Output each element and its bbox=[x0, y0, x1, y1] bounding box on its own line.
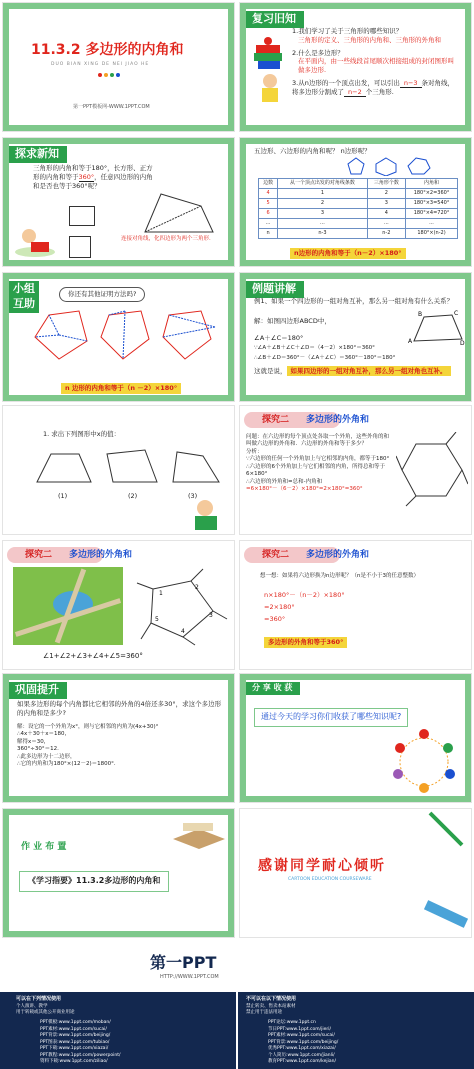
link[interactable]: PPT下载:www.1ppt.com/xiazai/ bbox=[40, 1046, 109, 1052]
square-shape bbox=[69, 236, 91, 258]
slide-12[interactable] bbox=[239, 673, 472, 803]
links-list bbox=[268, 1020, 338, 1066]
explanation: 问题：在六边形的每个顶点处各取一个外角，这些外角的和叫做六边形的外角和．六边形的外角和等于多少？ 分析： ∵六边形的任何一个外角加上与它相邻的内角，都等于180° ∴六边形的6个外角加上与它们相邻的内角，所得总和等于6×180° ∴六边形的外角和=总和-内角和 =6×180°－（6－2）×180°=2×180°=360° bbox=[246, 434, 390, 492]
ruler-icon bbox=[420, 899, 470, 938]
thanks-subtitle: CARTOON EDUCATION COURSEWARE bbox=[288, 877, 372, 882]
link[interactable]: PPT素材:www.1ppt.com/sucai/ bbox=[40, 1026, 107, 1032]
slide-2[interactable] bbox=[239, 2, 472, 132]
answer-1: 三角形的定义、三角形的内角和、三角形的外角和 bbox=[298, 35, 441, 44]
equation-1: ∠A＋∠C＝180° bbox=[254, 334, 304, 342]
question: 五边形、六边形的内角和呢？ n边形呢？ bbox=[254, 147, 371, 155]
section-tag: 作 业 布 置 bbox=[21, 842, 67, 852]
slide-title: 11.3.2 多边形的内角和 bbox=[31, 42, 184, 58]
section-tag: 例题讲解 bbox=[246, 281, 304, 298]
angle-5: 5 bbox=[155, 616, 159, 623]
exercise-figures bbox=[33, 446, 223, 492]
park-map-image bbox=[13, 567, 123, 645]
explore-tag: 探究二 多边形的外角和 bbox=[7, 547, 103, 563]
color-dots bbox=[97, 71, 121, 80]
link[interactable]: 教育PPT:www.1ppt.com/kejian/ bbox=[268, 1059, 336, 1065]
slide-subtitle: DUO BIAN XING DE NEI JIAO HE bbox=[51, 62, 150, 67]
header-angle-sum: 内角和 bbox=[406, 179, 458, 189]
question-box: 通过今天的学习你们收获了哪些知识呢? bbox=[254, 708, 408, 727]
solution-start: 解：如图四边形ABCD中， bbox=[254, 317, 331, 325]
table-row: 6 3 4 180°×4=720° bbox=[259, 209, 458, 219]
solution: 解：设它的一个外角为x°，则与它相邻的内角为(4x+30)° ∴4x＋30＋x＝180， 解得x＝30， 360°÷30°＝12. ∴此多边形为十二边形， ∴它的内角和为180°×(12－2)＝1800°. bbox=[17, 724, 159, 768]
pentagon-proof-figures bbox=[29, 307, 219, 365]
link[interactable]: PPT论坛:www.1ppt.cn bbox=[268, 1020, 316, 1025]
link[interactable]: 节日PPT:www.1ppt.com/jieri/ bbox=[268, 1026, 332, 1032]
link[interactable]: PPT教程:www.1ppt.com/powerpoint/ bbox=[40, 1052, 121, 1058]
slide-14[interactable] bbox=[239, 808, 472, 938]
explore-title: 多边形的外角和 bbox=[306, 550, 370, 560]
slide-6[interactable] bbox=[239, 272, 472, 402]
children-circle-illustration bbox=[384, 722, 464, 794]
slide-13[interactable] bbox=[2, 808, 235, 938]
table-row: n n-3 n-2 180°×(n-2) bbox=[259, 229, 458, 239]
section-tag: 巩固提升 bbox=[9, 682, 67, 699]
blank-1: n−3 bbox=[400, 79, 422, 88]
section-tag: 探求新知 bbox=[9, 146, 67, 163]
conclusion: n边形的内角和等于（n－2）×180° bbox=[290, 248, 406, 259]
angles-table bbox=[258, 178, 458, 239]
student-icon bbox=[13, 222, 57, 258]
table-row: 5 2 3 180°×3=540° bbox=[259, 199, 458, 209]
books-icon bbox=[252, 37, 288, 107]
slide-10[interactable] bbox=[239, 540, 472, 670]
step-1: n×180°－（n－2）×180° bbox=[264, 591, 345, 599]
link[interactable]: 资料下载:www.1ppt.com/ziliao/ bbox=[40, 1059, 108, 1065]
conclusion: 这就是说， 如果四边形的一组对角互补，那么另一组对角也互补。 bbox=[254, 367, 460, 376]
angle-2: 2 bbox=[195, 584, 199, 591]
link[interactable]: 个人简历:www.1ppt.com/jianli/ bbox=[268, 1052, 335, 1058]
explore-title: 多边形的外角和 bbox=[306, 415, 370, 425]
section-tag: 复习旧知 bbox=[246, 11, 304, 28]
slide-11[interactable] bbox=[2, 673, 235, 803]
answer-2: 在平面内，由一些线段首尾顺次相接组成的封闭图形叫做多边形. bbox=[298, 57, 454, 75]
link[interactable]: PPT模板:www.1ppt.com/moban/ bbox=[40, 1020, 111, 1025]
speech-bubble: 你还有其他证明方法吗? bbox=[59, 287, 145, 302]
vertex-a: A bbox=[408, 338, 413, 345]
polygons-figure bbox=[346, 156, 446, 176]
figure-label-3: (3) bbox=[188, 492, 198, 500]
blank-2: n−2 bbox=[344, 88, 366, 97]
pentagon-exterior-angles bbox=[133, 567, 229, 647]
logo-url: HTTP://WWW.1PPT.COM bbox=[160, 974, 219, 980]
pencil-icon bbox=[420, 809, 470, 849]
slide-9[interactable] bbox=[2, 540, 235, 670]
equation-2: ∵∠A＋∠B＋∠C＋∠D＝（4－2）×180°＝360° bbox=[254, 345, 375, 351]
intro-text: 三角形的内角和等于180°，长方形、正方形的内角和等于360°，任意四边形的内角和是否也等于360°呢？ bbox=[33, 164, 153, 190]
link[interactable]: PPT背景:www.1ppt.com/beijing/ bbox=[268, 1039, 339, 1045]
problem: 1. 求出下列图形中x的值： bbox=[43, 430, 121, 438]
slide-footer: 第一PPT模板网-WWW.1PPT.COM bbox=[73, 104, 150, 110]
equation: ∠1+∠2+∠3+∠4+∠5=360° bbox=[43, 652, 143, 660]
slide-3[interactable] bbox=[2, 137, 235, 267]
figure-label-1: (1) bbox=[58, 492, 68, 500]
angle-4: 4 bbox=[181, 628, 185, 635]
slide-5[interactable] bbox=[2, 272, 235, 402]
table-row: ... ... ... ... bbox=[259, 219, 458, 229]
question-1: 1.我们学习了关于三角形的哪些知识？ bbox=[292, 27, 403, 35]
section-tag: 小组 互助 bbox=[9, 281, 39, 313]
quadrilateral-figure bbox=[139, 188, 219, 238]
thanks-title: 感谢同学耐心倾听 bbox=[258, 858, 386, 874]
header-diagonals: 从一个顶点出发的对角线条数 bbox=[278, 179, 367, 189]
vertex-d: D bbox=[460, 340, 465, 345]
question-2: 2.什么是多边形？ bbox=[292, 48, 344, 57]
explore-tag: 探究二 多边形的外角和 bbox=[244, 547, 340, 563]
rectangle-shape bbox=[69, 206, 95, 226]
slide-4[interactable] bbox=[239, 137, 472, 267]
link[interactable]: PPT素材:www.1ppt.com/sucai/ bbox=[268, 1033, 335, 1039]
equation-3: ∴∠B＋∠D＝360°－（∠A＋∠C）＝360°－180°＝180° bbox=[254, 355, 396, 361]
slide-8[interactable] bbox=[239, 405, 472, 535]
link[interactable]: 优秀PPT:www.1ppt.com/xiazai/ bbox=[268, 1046, 336, 1052]
header-sides: 边数 bbox=[259, 179, 278, 189]
angle-3: 3 bbox=[209, 612, 213, 619]
section-tag: 分 享 收 获 bbox=[246, 682, 300, 695]
vertex-b: B bbox=[418, 311, 423, 318]
book-icon bbox=[169, 819, 229, 859]
conclusion: n 边形的内角和等于（n －2）×180° bbox=[61, 383, 181, 394]
vertex-c: C bbox=[454, 310, 459, 317]
step-2: =2×180° bbox=[264, 603, 295, 611]
template-footer bbox=[0, 942, 474, 1069]
note: 连接对角线，化四边形为两个三角形. bbox=[121, 236, 211, 242]
restrictions-panel: 不可以在以下情况使用 禁止转卖、售卖本站素材 禁止用于违法用途 PPT论坛:www.1ppt.cn 节日PPT:www.1ppt.com/jieri/ PPT素材:www.1ppt.com/sucai/ PPT背景:www.1ppt.com/beijing/ 优秀PPT:www.1ppt.com/xiazai/ 个人简历:www.1ppt.com/jianli/ 教育PPT:www.1ppt.com/kejian/ bbox=[238, 992, 474, 1069]
student-icon bbox=[183, 496, 229, 532]
hexagon-figure bbox=[396, 432, 468, 508]
link[interactable]: PPT图表:www.1ppt.com/tubiao/ bbox=[40, 1039, 110, 1045]
slide-1[interactable] bbox=[2, 2, 235, 132]
problem: 如果多边形的每个内角都比它相邻的外角的4倍还多30°，求这个多边形的内角和是多少? bbox=[17, 700, 222, 717]
table-row: 4 1 2 180°×2=360° bbox=[259, 189, 458, 199]
links-list bbox=[40, 1020, 121, 1066]
usage-panel: 可以在下列情况使用 个人演讲、教学 用于转载或其他公开商业用途 PPT模板:www.1ppt.com/moban/ PPT素材:www.1ppt.com/sucai/ PPT背景:www.1ppt.com/beijing/ PPT图表:www.1ppt.com/tubiao/ PPT下载:www.1ppt.com/xiazai/ PPT教程:www.1ppt.com/powerpoint/ 资料下载:www.1ppt.com/ziliao/ bbox=[0, 992, 236, 1069]
homework-box: 《学习指要》11.3.2多边形的内角和 bbox=[19, 871, 169, 892]
link[interactable]: PPT背景:www.1ppt.com/beijing/ bbox=[40, 1033, 111, 1039]
slide-7[interactable] bbox=[2, 405, 235, 535]
conclusion: 多边形的外角和等于360° bbox=[264, 637, 347, 648]
figure-label-2: (2) bbox=[128, 492, 138, 500]
explore-title: 多边形的外角和 bbox=[69, 550, 133, 560]
question: 想一想：如果将六边形换为n边形呢？（n是不小于3的任意整数） bbox=[260, 573, 419, 579]
explore-tag: 探究二 多边形的外角和 bbox=[244, 412, 340, 428]
quadrilateral-abcd bbox=[406, 309, 466, 345]
angle-1: 1 bbox=[159, 590, 163, 597]
logo: 第一PPT bbox=[150, 953, 217, 972]
problem: 例1、如果一个四边形的一组对角互补，那么另一组对角有什么关系？ bbox=[254, 297, 454, 305]
step-3: =360° bbox=[264, 615, 286, 623]
question-3: 3.从n边形的一个顶点出发，可以引出 n−3 条对角线，将多边形分割成了 n−2 个三角形. bbox=[292, 78, 455, 96]
header-triangles: 三角形个数 bbox=[367, 179, 405, 189]
blank: 360° bbox=[78, 172, 95, 181]
